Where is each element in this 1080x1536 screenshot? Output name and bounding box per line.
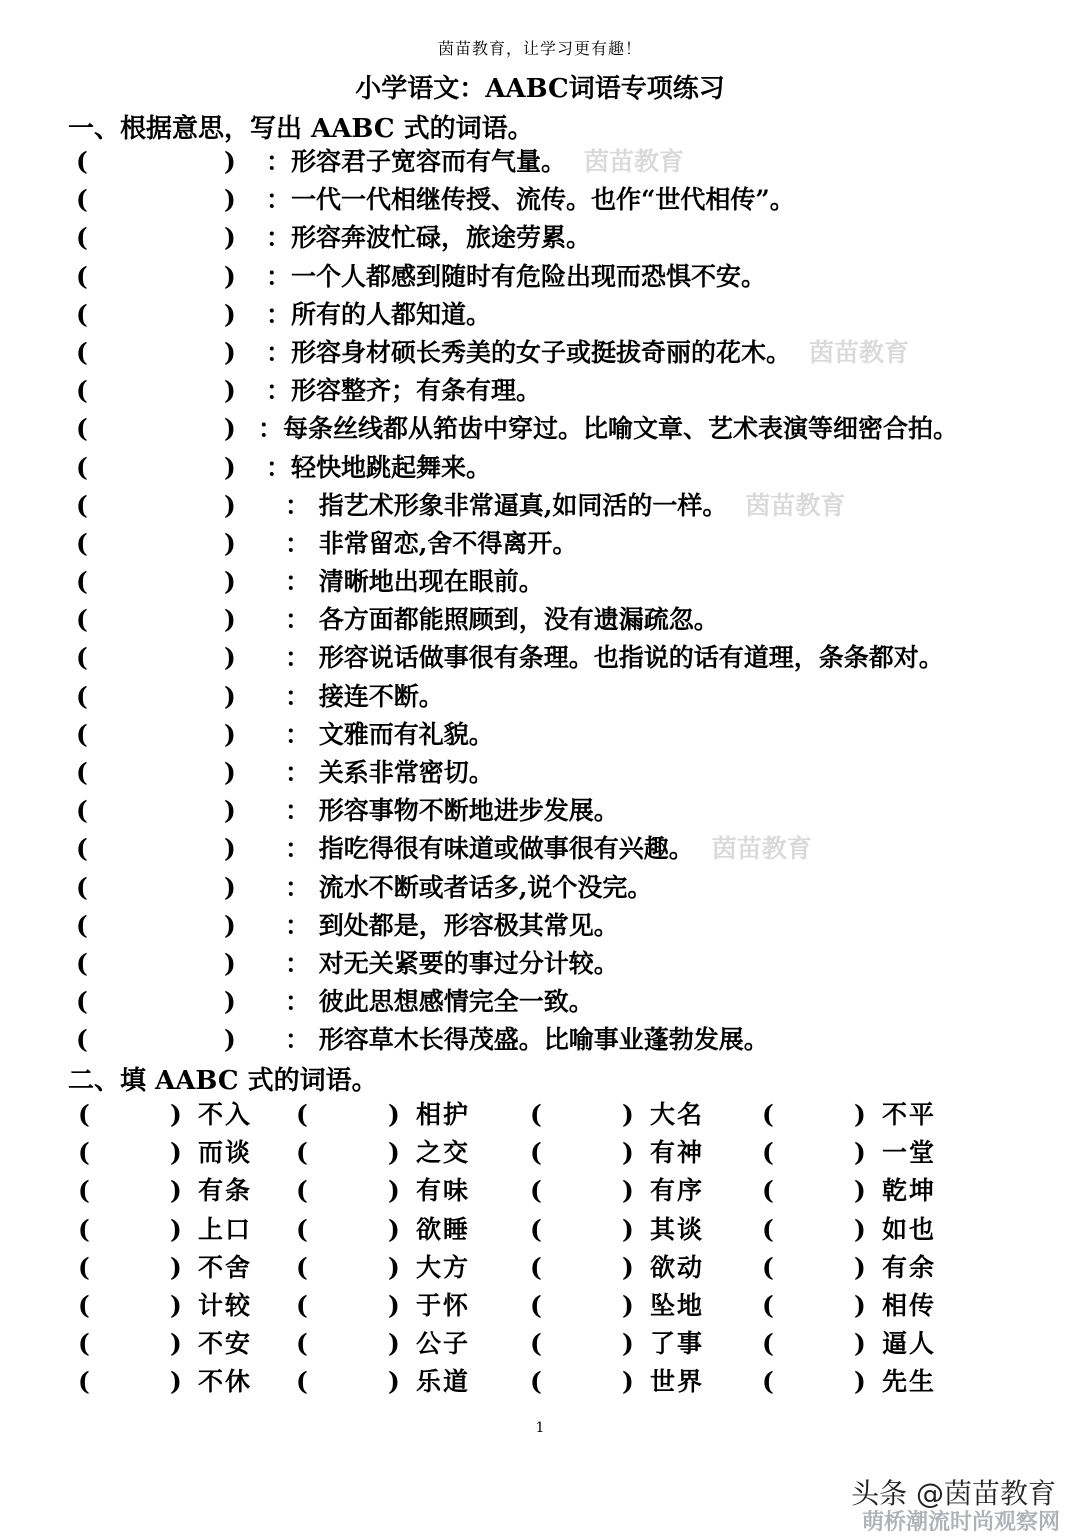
definition-text xyxy=(266,334,909,372)
answer-blank-close: ) xyxy=(854,1138,866,1168)
answer-blank-close: ) xyxy=(224,948,236,978)
word-suffix: 大名 xyxy=(650,1100,705,1129)
answer-blank-open: ( xyxy=(762,1367,774,1397)
definition-text xyxy=(285,525,577,563)
answer-blank-close: ) xyxy=(224,567,236,597)
definition-text xyxy=(266,219,591,257)
site-watermark: 萌桥潮流时尚观察网 xyxy=(861,1510,1060,1535)
word-suffix: 上口 xyxy=(198,1214,253,1244)
fill-row xyxy=(0,1249,1080,1287)
answer-blank-close: ) xyxy=(224,719,236,749)
page-number: 1 xyxy=(535,1420,545,1436)
answer-blank-open: ( xyxy=(296,1290,308,1320)
answer-blank-open: ( xyxy=(530,1100,542,1129)
definition-text xyxy=(266,372,541,410)
definition-row xyxy=(0,487,1080,525)
answer-blank-open: ( xyxy=(76,643,88,673)
word-suffix: 欲睡 xyxy=(416,1214,471,1244)
definition-row xyxy=(0,945,1080,983)
definition-row xyxy=(0,869,1080,907)
word-suffix: 坠地 xyxy=(650,1290,705,1320)
answer-blank-close: ) xyxy=(622,1100,634,1129)
answer-blank-close: ) xyxy=(170,1176,182,1206)
definition-row xyxy=(0,410,1080,448)
answer-blank-close: ) xyxy=(224,147,236,176)
answer-blank-open: ( xyxy=(76,948,88,978)
definition-row xyxy=(0,792,1080,830)
word-suffix: 不安 xyxy=(198,1329,253,1359)
answer-blank-open: ( xyxy=(78,1138,90,1168)
answer-blank-close: ) xyxy=(622,1329,634,1359)
answer-blank-open: ( xyxy=(296,1214,308,1244)
answer-blank-close: ) xyxy=(224,796,236,826)
fill-row xyxy=(0,1363,1080,1401)
definition-label: ：形容君子宽容而有气量。 xyxy=(266,147,567,176)
definition-text xyxy=(285,792,619,830)
fill-row xyxy=(0,1287,1080,1325)
answer-blank-open: ( xyxy=(76,147,88,176)
answer-blank-open: ( xyxy=(762,1100,774,1129)
definition-text xyxy=(285,487,845,525)
definition-label: ：每条丝线都从筘齿中穿过。比喻文章、艺术表演等细密合拍。 xyxy=(258,414,959,444)
definition-row xyxy=(0,1021,1080,1059)
definition-label: ：形容奔波忙碌，旅途劳累。 xyxy=(266,223,592,253)
definition-label: ： 彼此思想感情完全一致。 xyxy=(285,987,594,1017)
answer-blank-open: ( xyxy=(76,681,88,711)
brand-watermark: 头条 @茵苗教育 xyxy=(851,1477,1056,1510)
definition-row xyxy=(0,372,1080,410)
answer-blank-close: ) xyxy=(170,1252,182,1282)
answer-blank-close: ) xyxy=(622,1214,634,1244)
definition-text xyxy=(285,716,494,754)
answer-blank-open: ( xyxy=(76,758,88,787)
answer-blank-open: ( xyxy=(296,1176,308,1206)
answer-blank-close: ) xyxy=(224,643,236,673)
definition-text xyxy=(266,143,684,181)
word-suffix: 有味 xyxy=(416,1176,471,1206)
word-suffix: 公子 xyxy=(416,1329,471,1359)
answer-blank-close: ) xyxy=(622,1176,634,1206)
definition-text xyxy=(285,983,594,1021)
answer-blank-close: ) xyxy=(224,605,236,635)
inline-watermark: 茵苗教育 xyxy=(711,834,812,864)
definition-row xyxy=(0,449,1080,487)
answer-blank-open: ( xyxy=(296,1138,308,1168)
definition-row xyxy=(0,219,1080,257)
definition-label: ：形容整齐；有条有理。 xyxy=(266,376,542,406)
answer-blank-open: ( xyxy=(530,1138,542,1168)
fill-row xyxy=(0,1134,1080,1172)
section-1-heading: 一、根据意思，写出 AABC 式的词语。 xyxy=(68,114,534,144)
answer-blank-close: ) xyxy=(622,1252,634,1282)
word-suffix: 乐道 xyxy=(416,1367,471,1397)
definition-label: ：一个人都感到随时有危险出现而恐惧不安。 xyxy=(266,261,767,291)
definition-label: ： 指艺术形象非常逼真,如同活的一样。 xyxy=(285,490,728,520)
answer-blank-close: ) xyxy=(622,1290,634,1320)
word-suffix: 世界 xyxy=(650,1367,705,1397)
answer-blank-open: ( xyxy=(78,1100,90,1129)
answer-blank-close: ) xyxy=(388,1138,400,1168)
answer-blank-close: ) xyxy=(224,490,236,520)
word-suffix: 不入 xyxy=(198,1100,253,1129)
word-suffix: 其谈 xyxy=(650,1214,705,1244)
definition-text xyxy=(285,830,812,868)
answer-blank-open: ( xyxy=(296,1367,308,1397)
definition-row xyxy=(0,907,1080,945)
answer-blank-open: ( xyxy=(76,910,88,940)
definition-text xyxy=(266,181,795,219)
definition-text xyxy=(285,1021,769,1059)
answer-blank-close: ) xyxy=(388,1329,400,1359)
definition-text xyxy=(285,678,444,716)
word-suffix: 有神 xyxy=(650,1138,705,1168)
answer-blank-open: ( xyxy=(78,1214,90,1244)
answer-blank-close: ) xyxy=(224,834,236,864)
definition-row xyxy=(0,678,1080,716)
definition-text xyxy=(285,945,619,983)
answer-blank-open: ( xyxy=(762,1290,774,1320)
answer-blank-open: ( xyxy=(76,414,88,444)
answer-blank-open: ( xyxy=(76,605,88,635)
definition-label: ：一代一代相继传授、流传。也作“世代相传”。 xyxy=(266,185,795,215)
answer-blank-open: ( xyxy=(78,1252,90,1282)
answer-blank-close: ) xyxy=(224,528,236,558)
definition-text xyxy=(266,449,491,487)
definition-label: ：所有的人都知道。 xyxy=(266,299,492,329)
answer-blank-close: ) xyxy=(854,1176,866,1206)
definition-label: ： 非常留恋,舍不得离开。 xyxy=(285,528,578,558)
inline-watermark: 茵苗教育 xyxy=(584,147,685,176)
word-suffix: 计较 xyxy=(198,1290,253,1320)
answer-blank-open: ( xyxy=(76,185,88,215)
answer-blank-open: ( xyxy=(78,1329,90,1359)
answer-blank-open: ( xyxy=(78,1176,90,1206)
answer-blank-open: ( xyxy=(78,1367,90,1397)
word-suffix: 大方 xyxy=(416,1252,471,1282)
answer-blank-open: ( xyxy=(76,261,88,291)
answer-blank-open: ( xyxy=(530,1367,542,1397)
word-suffix: 之交 xyxy=(416,1138,471,1168)
answer-blank-open: ( xyxy=(76,376,88,406)
definition-text xyxy=(285,869,652,907)
answer-blank-close: ) xyxy=(224,376,236,406)
definition-row xyxy=(0,639,1080,677)
page-title: 小学语文：AABC词语专项练习 xyxy=(355,74,725,104)
definition-list xyxy=(0,143,1080,1060)
answer-blank-close: ) xyxy=(854,1100,866,1129)
answer-blank-open: ( xyxy=(762,1176,774,1206)
answer-blank-close: ) xyxy=(224,758,236,787)
answer-blank-open: ( xyxy=(296,1100,308,1129)
answer-blank-close: ) xyxy=(224,223,236,253)
answer-blank-open: ( xyxy=(76,796,88,826)
answer-blank-close: ) xyxy=(388,1290,400,1320)
word-suffix: 有序 xyxy=(650,1176,705,1206)
answer-blank-open: ( xyxy=(76,337,88,367)
answer-blank-close: ) xyxy=(224,337,236,367)
answer-blank-close: ) xyxy=(170,1290,182,1320)
word-suffix: 不休 xyxy=(198,1367,253,1397)
word-suffix: 乾坤 xyxy=(882,1176,937,1206)
answer-blank-close: ) xyxy=(170,1367,182,1397)
answer-blank-open: ( xyxy=(296,1252,308,1282)
answer-blank-open: ( xyxy=(762,1329,774,1359)
answer-blank-open: ( xyxy=(76,987,88,1017)
definition-row xyxy=(0,525,1080,563)
definition-row xyxy=(0,143,1080,181)
answer-blank-open: ( xyxy=(76,872,88,902)
definition-text xyxy=(266,258,766,296)
answer-blank-open: ( xyxy=(530,1214,542,1244)
definition-label: ： 形容草木长得茂盛。比喻事业蓬勃发展。 xyxy=(285,1025,769,1055)
inline-watermark: 茵苗教育 xyxy=(745,490,846,520)
word-suffix: 逼人 xyxy=(882,1329,937,1359)
answer-blank-close: ) xyxy=(388,1100,400,1129)
answer-blank-close: ) xyxy=(224,910,236,940)
answer-blank-close: ) xyxy=(388,1176,400,1206)
definition-row xyxy=(0,334,1080,372)
answer-blank-open: ( xyxy=(530,1252,542,1282)
word-suffix: 如也 xyxy=(882,1214,937,1244)
word-suffix: 相护 xyxy=(416,1100,471,1129)
answer-blank-open: ( xyxy=(76,452,88,482)
answer-blank-open: ( xyxy=(296,1329,308,1359)
word-suffix: 相传 xyxy=(882,1290,937,1320)
answer-blank-close: ) xyxy=(388,1367,400,1397)
definition-label: ： 形容事物不断地进步发展。 xyxy=(285,796,619,826)
answer-blank-close: ) xyxy=(170,1138,182,1168)
definition-label: ： 形容说话做事很有条理。也指说的话有道理，条条都对。 xyxy=(285,643,944,673)
answer-blank-close: ) xyxy=(388,1214,400,1244)
definition-row xyxy=(0,716,1080,754)
definition-label: ： 文雅而有礼貌。 xyxy=(285,719,494,749)
answer-blank-close: ) xyxy=(224,299,236,329)
definition-row xyxy=(0,754,1080,792)
fill-in-grid xyxy=(0,1096,1080,1402)
definition-text xyxy=(266,296,491,334)
fill-row xyxy=(0,1211,1080,1249)
definition-text xyxy=(258,410,958,448)
answer-blank-close: ) xyxy=(224,681,236,711)
answer-blank-open: ( xyxy=(530,1176,542,1206)
page-header: 茵苗教育，让学习更有趣！ xyxy=(437,39,642,58)
answer-blank-close: ) xyxy=(224,987,236,1017)
definition-label: ： 接连不断。 xyxy=(285,681,444,711)
definition-label: ： 对无关紧要的事过分计较。 xyxy=(285,948,619,978)
answer-blank-close: ) xyxy=(224,452,236,482)
answer-blank-close: ) xyxy=(854,1367,866,1397)
answer-blank-open: ( xyxy=(76,528,88,558)
answer-blank-open: ( xyxy=(530,1290,542,1320)
definition-text xyxy=(285,563,544,601)
answer-blank-close: ) xyxy=(170,1100,182,1129)
answer-blank-close: ) xyxy=(224,872,236,902)
answer-blank-close: ) xyxy=(224,1025,236,1055)
word-suffix: 欲动 xyxy=(650,1252,705,1282)
answer-blank-open: ( xyxy=(762,1252,774,1282)
definition-text xyxy=(285,639,944,677)
definition-row xyxy=(0,258,1080,296)
answer-blank-close: ) xyxy=(224,185,236,215)
definition-row xyxy=(0,181,1080,219)
answer-blank-close: ) xyxy=(854,1329,866,1359)
definition-label: ： 关系非常密切。 xyxy=(285,758,494,787)
answer-blank-open: ( xyxy=(76,567,88,597)
fill-row xyxy=(0,1172,1080,1210)
definition-label: ：形容身材硕长秀美的女子或挺拔奇丽的花木。 xyxy=(266,337,792,367)
answer-blank-close: ) xyxy=(854,1252,866,1282)
answer-blank-open: ( xyxy=(530,1329,542,1359)
answer-blank-close: ) xyxy=(224,414,236,444)
definition-row xyxy=(0,296,1080,334)
definition-text xyxy=(285,601,719,639)
answer-blank-close: ) xyxy=(170,1214,182,1244)
fill-row xyxy=(0,1325,1080,1363)
answer-blank-open: ( xyxy=(76,299,88,329)
word-suffix: 有余 xyxy=(882,1252,937,1282)
section-2-heading: 二、填 AABC 式的词语。 xyxy=(68,1066,378,1096)
definition-label: ：轻快地跳起舞来。 xyxy=(266,452,492,482)
word-suffix: 了事 xyxy=(650,1329,705,1359)
definition-label: ： 到处都是，形容极其常见。 xyxy=(285,910,619,940)
answer-blank-close: ) xyxy=(622,1367,634,1397)
definition-label: ： 清晰地出现在眼前。 xyxy=(285,567,544,597)
answer-blank-open: ( xyxy=(76,1025,88,1055)
definition-row xyxy=(0,830,1080,868)
answer-blank-open: ( xyxy=(762,1138,774,1168)
word-suffix: 有条 xyxy=(198,1176,253,1206)
answer-blank-open: ( xyxy=(76,490,88,520)
answer-blank-close: ) xyxy=(622,1138,634,1168)
answer-blank-open: ( xyxy=(78,1290,90,1320)
answer-blank-open: ( xyxy=(76,719,88,749)
definition-label: ： 流水不断或者话多,说个没完。 xyxy=(285,872,653,902)
definition-label: ： 各方面都能照顾到，没有遗漏疏忽。 xyxy=(285,605,719,635)
answer-blank-close: ) xyxy=(388,1252,400,1282)
answer-blank-close: ) xyxy=(224,261,236,291)
word-suffix: 于怀 xyxy=(416,1290,471,1320)
word-suffix: 而谈 xyxy=(198,1138,253,1168)
definition-row xyxy=(0,601,1080,639)
word-suffix: 不舍 xyxy=(198,1252,253,1282)
answer-blank-open: ( xyxy=(762,1214,774,1244)
answer-blank-close: ) xyxy=(170,1329,182,1359)
word-suffix: 先生 xyxy=(882,1367,937,1397)
definition-row xyxy=(0,983,1080,1021)
definition-text xyxy=(285,754,494,792)
answer-blank-close: ) xyxy=(854,1214,866,1244)
answer-blank-open: ( xyxy=(76,223,88,253)
word-suffix: 一堂 xyxy=(882,1138,937,1168)
definition-label: ： 指吃得很有味道或做事很有兴趣。 xyxy=(285,834,694,864)
word-suffix: 不平 xyxy=(882,1100,937,1129)
fill-row xyxy=(0,1096,1080,1134)
definition-text xyxy=(285,907,619,945)
definition-row xyxy=(0,563,1080,601)
answer-blank-close: ) xyxy=(854,1290,866,1320)
answer-blank-open: ( xyxy=(76,834,88,864)
inline-watermark: 茵苗教育 xyxy=(809,337,910,367)
